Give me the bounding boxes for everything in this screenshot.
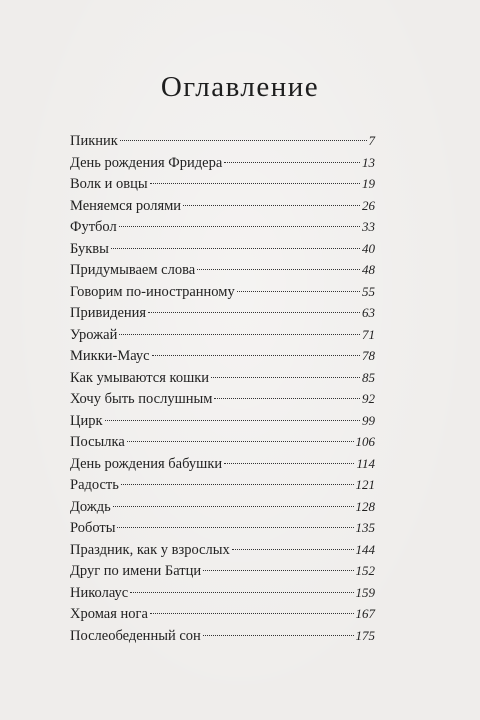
toc-entry-page: 63 [362,305,375,320]
toc-entry-page: 40 [362,240,375,256]
toc-entry-title: Микки-Маус [70,348,150,364]
toc-entry [70,173,375,195]
toc-entry [70,302,375,324]
toc-entry-title: Хочу быть послушным [70,391,213,407]
toc-entry-title: День рождения бабушки [70,455,223,472]
dot-leader [237,291,360,292]
dot-leader [150,183,360,184]
toc-entry [70,216,375,238]
toc-entry-title: Друг по имени Батци [70,563,202,579]
toc-entry-title: Волк и овцы [70,176,148,192]
toc-entry [70,324,375,346]
toc-entry-title: Послеобеденный сон [70,627,201,644]
toc-entry-title: Буквы [70,240,109,257]
toc-entry [70,560,375,582]
dot-leader [203,570,353,571]
toc-entry [70,367,375,389]
dot-leader [117,527,353,528]
toc-entry [70,238,375,260]
toc-entry-title: Говорим по-иностранному [70,283,235,300]
toc-entry-title: Привидения [70,305,147,321]
toc-entry [70,195,375,217]
toc-entry-page: 99 [362,412,375,428]
toc-entry-page: 167 [355,606,375,621]
dot-leader [119,334,360,335]
toc-entry [70,388,375,410]
dot-leader [211,377,360,378]
toc-entry-title: Пикник [70,133,118,149]
dot-leader [183,205,360,206]
toc-entry-title: Меняемся ролями [70,197,182,214]
toc-entry [70,152,375,174]
dot-leader [119,226,360,227]
toc-entry-title: Посылка [70,434,125,450]
toc-entry-page: 13 [362,154,375,170]
toc-entry [70,539,375,561]
dot-leader [111,248,360,249]
toc-entry-title: Футбол [70,219,117,235]
toc-entry-page: 55 [362,283,375,299]
dot-leader [214,398,360,399]
toc-entry-title: Как умываются кошки [70,369,210,386]
toc-entry [70,259,375,281]
toc-entry-page: 152 [355,563,375,578]
toc-entry-page: 92 [362,391,375,406]
toc-entry [70,410,375,432]
dot-leader [105,420,360,421]
toc-entry-page: 7 [368,133,375,148]
toc-entry-title: Дождь [70,498,111,515]
toc-entry-title: Николаус [70,584,129,601]
toc-entry [70,625,375,647]
dot-leader [197,269,360,270]
toc-entry-title: Урожай [70,326,118,343]
toc-entry [70,496,375,518]
dot-leader [127,441,354,442]
toc-entry [70,517,375,539]
toc-entry-page: 85 [362,369,375,385]
toc-entry-page: 135 [355,520,375,535]
toc-entry-title: Праздник, как у взрослых [70,541,230,558]
toc-entry [70,453,375,475]
toc-entry-page: 33 [362,219,375,234]
dot-leader [121,484,354,485]
toc-entry-title: Хромая нога [70,606,148,622]
dot-leader [150,613,354,614]
toc-entry-page: 128 [355,498,375,514]
toc-entry-page: 48 [362,262,375,277]
toc-entry-title: Придумываем слова [70,262,196,278]
toc-entry-page: 106 [355,434,375,449]
toc-entry-page: 71 [362,326,375,342]
toc-entry [70,130,375,152]
dot-leader [113,506,354,507]
toc-entry [70,582,375,604]
page-title: Оглавление [160,71,320,104]
toc-entry-title: Радость [70,477,119,493]
toc-entry-title: Роботы [70,520,116,536]
toc-entry-page: 121 [355,477,375,492]
toc-entry-page: 159 [355,584,375,600]
toc-entry [70,603,375,625]
toc-entry-title: Цирк [70,412,103,429]
toc-entry-page: 19 [362,176,375,191]
dot-leader [130,592,353,593]
toc-entry-title: День рождения Фридера [70,154,223,171]
dot-leader [224,162,360,163]
toc-entry [70,281,375,303]
toc-entry [70,474,375,496]
dot-leader [224,463,354,464]
toc-entry-page: 114 [356,455,375,471]
dot-leader [148,312,360,313]
dot-leader [203,635,354,636]
toc-entry [70,431,375,453]
toc-entry-page: 144 [355,541,375,557]
toc-entry [70,345,375,367]
toc-entry-page: 78 [362,348,375,363]
table-of-contents [70,130,375,646]
dot-leader [152,355,360,356]
toc-entry-page: 175 [355,627,375,643]
toc-entry-page: 26 [362,197,375,213]
dot-leader [232,549,354,550]
dot-leader [120,140,367,141]
